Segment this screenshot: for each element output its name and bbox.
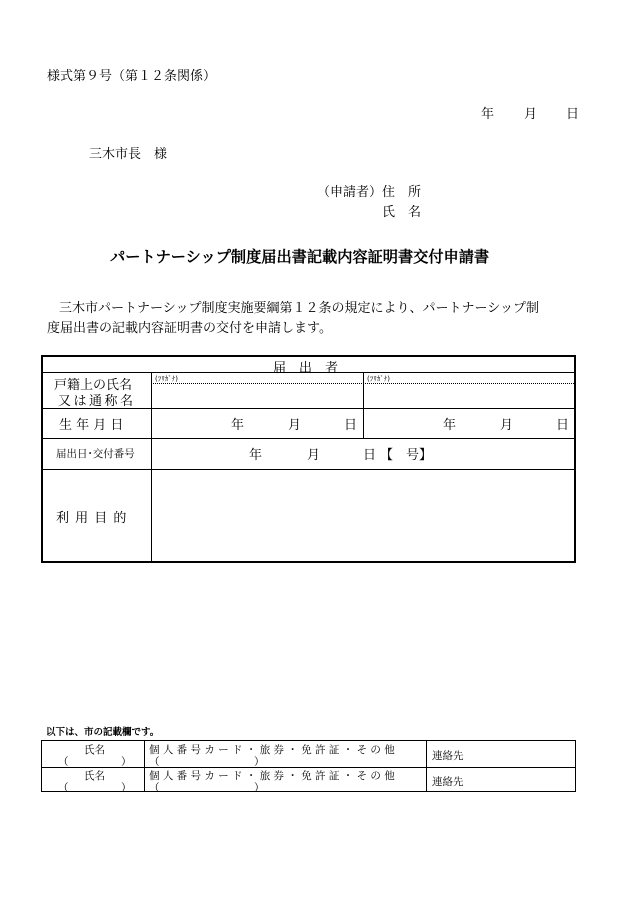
column-divider	[144, 741, 145, 791]
column-divider	[426, 741, 427, 791]
birth-month-2: 月	[500, 418, 514, 433]
footer-name-label-2: 氏名	[84, 770, 105, 782]
notification-label: 届出日･交付番号	[56, 448, 135, 460]
footer-name-paren-1: （ ）	[58, 756, 132, 768]
body-text-line-2: 度届出書の記載内容証明書の交付を申請します。	[47, 321, 332, 336]
footer-contact-label-2: 連絡先	[432, 776, 464, 788]
name-label-2: 又は通称名	[58, 394, 136, 409]
footer-id-types-2: 個 人 番 号 カ ー ド ・ 旅 券 ・ 免 許 証 ・ そ の 他	[149, 770, 395, 782]
address-label: 住 所	[382, 185, 422, 200]
footer-name-label-1: 氏名	[84, 744, 105, 756]
footer-contact-label-1: 連絡先	[432, 750, 464, 762]
birth-day-1: 日	[344, 418, 358, 433]
birth-year-1: 年	[231, 418, 245, 433]
row-divider	[43, 438, 574, 439]
label-column-divider	[151, 372, 152, 561]
addressee: 三木市長 様	[89, 147, 168, 162]
applicant-label: （申請者）	[317, 185, 383, 200]
date-year-label: 年	[481, 107, 495, 122]
footer-id-types-1: 個 人 番 号 カ ー ド ・ 旅 券 ・ 免 許 証 ・ そ の 他	[149, 744, 395, 756]
notification-day: 日	[363, 448, 377, 463]
notification-month: 月	[307, 448, 321, 463]
name-label: 氏 名	[382, 205, 422, 220]
body-text-line-1: 三木市パートナーシップ制度実施要綱第１２条の規定により、パートナーシップ制	[59, 301, 539, 316]
birth-day-2: 日	[556, 418, 570, 433]
notification-year: 年	[249, 448, 263, 463]
purpose-label: 利 用 目 的	[56, 511, 128, 526]
footer-id-paren-2: （ ）	[149, 782, 265, 794]
row-divider	[43, 469, 574, 470]
furigana-label-2: (ﾌﾘｶﾞﾅ)	[367, 375, 390, 383]
footer-name-paren-2: （ ）	[58, 782, 132, 794]
person-column-divider	[363, 372, 364, 438]
birth-year-2: 年	[443, 418, 457, 433]
form-number: 様式第９号（第１２条関係）	[47, 69, 217, 84]
birth-date-label: 生 年 月 日	[59, 418, 124, 433]
birth-month-1: 月	[288, 418, 302, 433]
application-form-table	[41, 355, 576, 563]
document-title: パートナーシップ制度届出書記載内容証明書交付申請書	[110, 248, 490, 266]
footer-id-paren-1: （ ）	[149, 756, 265, 768]
date-day-label: 日	[566, 107, 580, 122]
name-label-1: 戸籍上の氏名	[54, 378, 133, 393]
furigana-label-1: (ﾌﾘｶﾞﾅ)	[155, 375, 178, 383]
city-use-table	[41, 740, 576, 792]
date-month-label: 月	[524, 107, 538, 122]
section-header: 届 出 者	[273, 361, 339, 376]
issue-number-bracket: 【 号】	[380, 448, 433, 463]
city-use-caption: 以下は、市の記載欄です。	[46, 727, 160, 738]
